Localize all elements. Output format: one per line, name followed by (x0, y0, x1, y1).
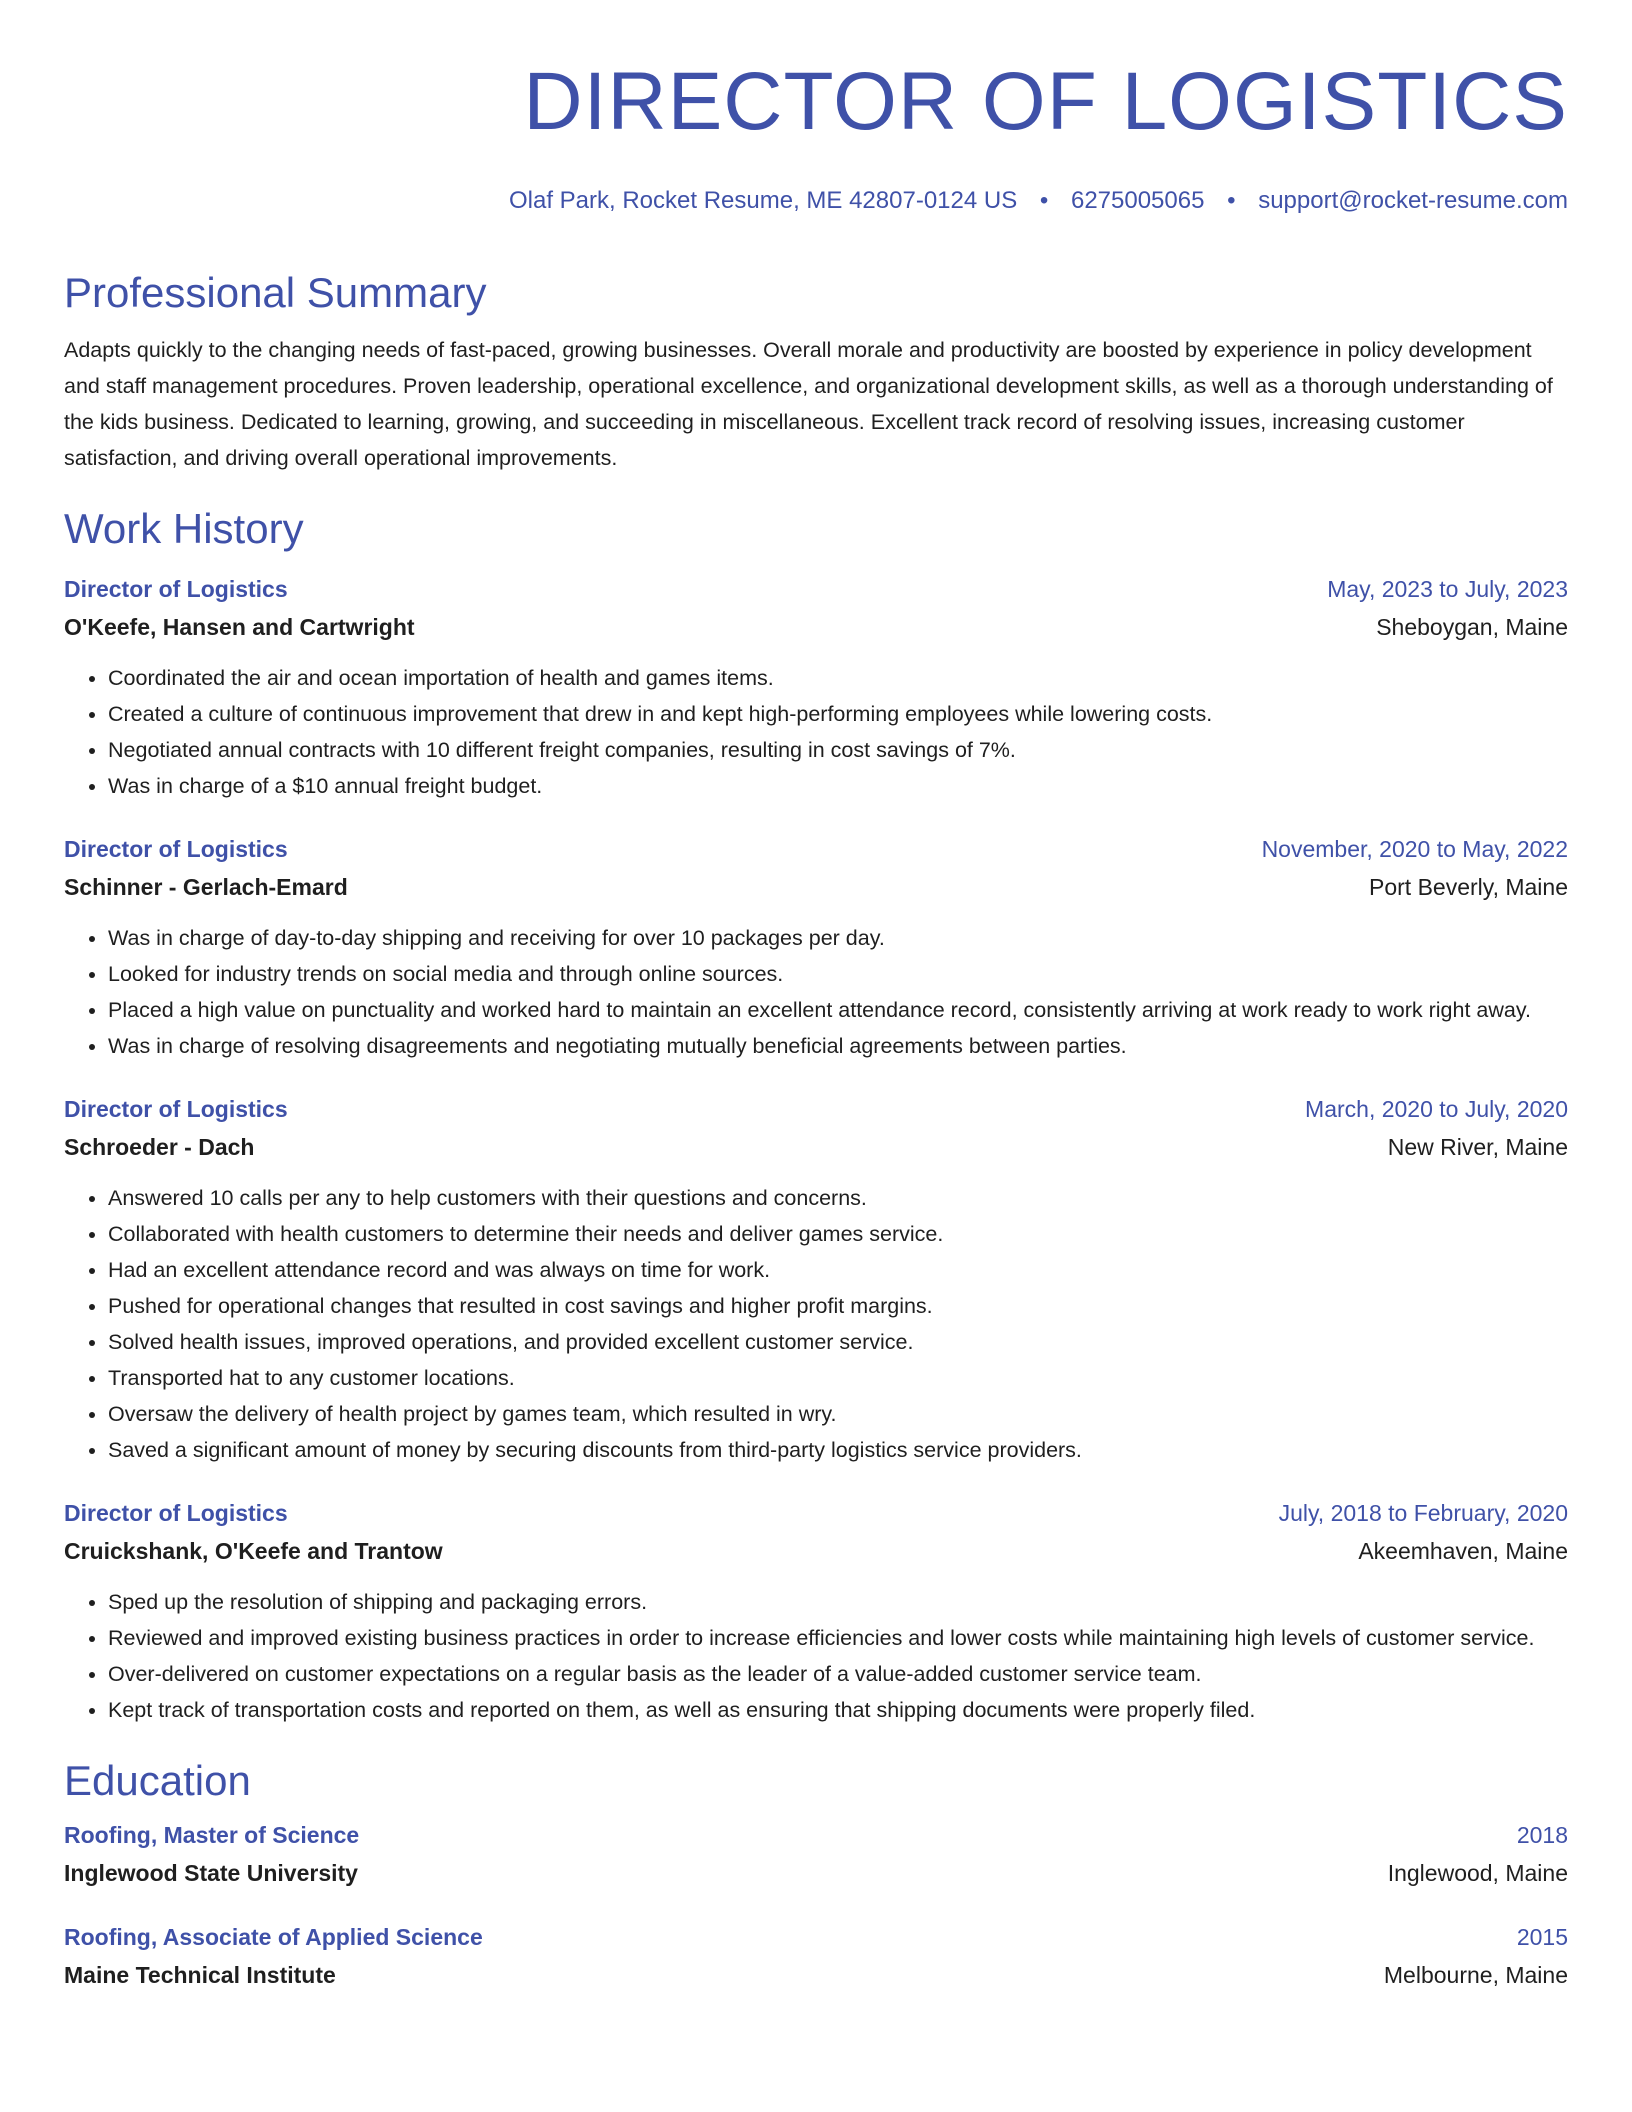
job-dates: July, 2018 to February, 2020 (1278, 1500, 1568, 1526)
job-location: Sheboygan, Maine (1376, 614, 1568, 640)
summary-text: Adapts quickly to the changing needs of fast-paced, growing businesses. Overall morale and productivity are boosted by experience in policy development and staff management procedures. Proven leadership, operational excellence, and organizational development skills, as well as a thorough understanding of the kids business. Dedicated to learning, growing, and succeeding in miscellaneous. Excellent track record of resolving issues, increasing customer satisfaction, and driving overall operational improvements. (64, 338, 1553, 470)
job-bullet: • Pushed for operational changes that resulted in cost savings and higher profit margins. (108, 1288, 1568, 1324)
resume-page (64, 0, 1568, 1994)
job-company: Schroeder - Dach (64, 1134, 255, 1160)
job-entry (64, 1494, 1568, 1728)
job-bullet: • Created a culture of continuous improvement that drew in and kept high-performing employees while lowering costs. (108, 696, 1568, 732)
education-school-row (64, 1854, 1568, 1892)
job-title: Director of Logistics (64, 1096, 288, 1122)
job-bullet: • Collaborated with health customers to determine their needs and deliver games service. (108, 1216, 1568, 1252)
contact-separator: • (1227, 187, 1236, 214)
contact-line (64, 186, 1568, 216)
education-entry (64, 1816, 1568, 1892)
summary-heading: Professional Summary (64, 269, 487, 316)
education-location: Inglewood, Maine (1387, 1860, 1568, 1886)
job-bullet: • Had an excellent attendance record and was always on time for work. (108, 1252, 1568, 1288)
job-header-row (64, 1090, 1568, 1128)
job-company: Cruickshank, O'Keefe and Trantow (64, 1538, 443, 1564)
job-location: Port Beverly, Maine (1369, 874, 1568, 900)
job-company-row (64, 868, 1568, 906)
job-bullets (64, 1180, 1568, 1468)
education-degree: Roofing, Associate of Applied Science (64, 1924, 483, 1950)
job-bullet: • Negotiated annual contracts with 10 different freight companies, resulting in cost savings of 7%. (108, 732, 1568, 768)
job-location: New River, Maine (1387, 1134, 1568, 1160)
contact-address: Olaf Park, Rocket Resume, ME 42807-0124 US (508, 187, 1018, 214)
job-bullets (64, 920, 1568, 1064)
job-dates: May, 2023 to July, 2023 (1327, 576, 1568, 602)
job-entry (64, 1090, 1568, 1468)
job-bullet: • Transported hat to any customer locations. (108, 1360, 1568, 1396)
job-company-row (64, 1128, 1568, 1166)
contact-separator: • (1039, 187, 1049, 214)
job-bullets (64, 660, 1568, 804)
job-bullet: • Solved health issues, improved operations, and provided excellent customer service. (108, 1324, 1568, 1360)
job-company-row (64, 1532, 1568, 1570)
contact-email[interactable]: support@rocket-resume.com (1258, 187, 1568, 214)
job-company: Schinner - Gerlach-Emard (64, 874, 348, 900)
education-school: Inglewood State University (64, 1860, 358, 1886)
job-bullet: • Placed a high value on punctuality and worked hard to maintain an excellent attendance record, consistently arriving at work ready to work right away. (108, 992, 1568, 1028)
job-entry (64, 830, 1568, 1064)
job-title: Director of Logistics (64, 576, 288, 602)
job-entry (64, 570, 1568, 804)
contact-phone: 6275005065 (1070, 187, 1205, 214)
job-bullet: • Reviewed and improved existing business practices in order to increase efficiencies and lower costs while maintaining high levels of customer service. (108, 1620, 1568, 1656)
job-bullet: • Looked for industry trends on social media and through online sources. (108, 956, 1568, 992)
job-bullet: • Saved a significant amount of money by securing discounts from third-party logistics service providers. (108, 1432, 1568, 1468)
job-bullets (64, 1584, 1568, 1728)
job-header-row (64, 570, 1568, 608)
job-header-row (64, 830, 1568, 868)
education-location: Melbourne, Maine (1383, 1962, 1568, 1988)
education-year: 2015 (1516, 1924, 1568, 1950)
job-dates: November, 2020 to May, 2022 (1261, 836, 1568, 862)
education-heading: Education (64, 1757, 251, 1804)
job-header-row (64, 1494, 1568, 1532)
job-bullet: • Was in charge of resolving disagreements and negotiating mutually beneficial agreements between parties. (108, 1028, 1568, 1064)
education-year: 2018 (1516, 1822, 1568, 1848)
job-bullet: • Answered 10 calls per any to help customers with their questions and concerns. (108, 1180, 1568, 1216)
education-degree: Roofing, Master of Science (64, 1822, 360, 1848)
job-bullet: • Kept track of transportation costs and reported on them, as well as ensuring that shipping documents were properly filed. (108, 1692, 1568, 1728)
resume-title: DIRECTOR OF LOGISTICS (523, 56, 1568, 147)
education-school: Maine Technical Institute (64, 1962, 336, 1988)
education-header-row (64, 1816, 1568, 1854)
job-bullet: • Over-delivered on customer expectations on a regular basis as the leader of a value-added customer service team. (108, 1656, 1568, 1692)
job-title: Director of Logistics (64, 1500, 288, 1526)
job-bullet: • Was in charge of a $10 annual freight budget. (108, 768, 1568, 804)
education-school-row (64, 1956, 1568, 1994)
job-company-row (64, 608, 1568, 646)
job-company: O'Keefe, Hansen and Cartwright (64, 614, 415, 640)
job-bullet: • Oversaw the delivery of health project by games team, which resulted in wry. (108, 1396, 1568, 1432)
job-title: Director of Logistics (64, 836, 288, 862)
job-bullet: • Was in charge of day-to-day shipping and receiving for over 10 packages per day. (108, 920, 1568, 956)
job-location: Akeemhaven, Maine (1358, 1538, 1568, 1564)
work-history-heading: Work History (64, 505, 304, 552)
education-entry (64, 1918, 1568, 1994)
job-dates: March, 2020 to July, 2020 (1305, 1096, 1568, 1122)
job-bullet: • Coordinated the air and ocean importation of health and games items. (108, 660, 1568, 696)
job-bullet: • Sped up the resolution of shipping and packaging errors. (108, 1584, 1568, 1620)
education-header-row (64, 1918, 1568, 1956)
